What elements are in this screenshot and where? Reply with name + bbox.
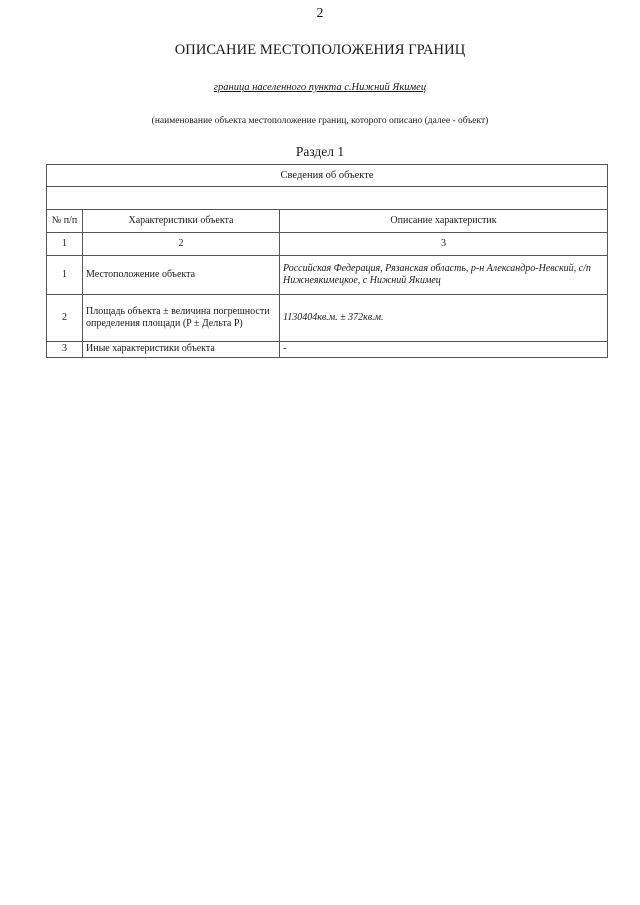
object-name (0, 82, 640, 93)
row-description: - (280, 342, 608, 358)
column-number-3: 3 (280, 233, 608, 256)
table-header-row (47, 165, 608, 187)
row-number: 1 (47, 256, 83, 295)
table-blank-row (47, 187, 608, 210)
table-blank-cell (47, 187, 608, 210)
column-number-1: 1 (47, 233, 83, 256)
object-name-text: граница населенного пункта с.Нижний Якимец (213, 82, 427, 93)
table-row (47, 256, 608, 295)
column-header-characteristic: Характеристики объекта (83, 210, 280, 233)
column-header-number: № п/п (47, 210, 83, 233)
row-number: 2 (47, 295, 83, 342)
row-number: 3 (47, 342, 83, 358)
row-description: 1130404кв.м. ± 372кв.м. (280, 295, 608, 342)
table-row (47, 295, 608, 342)
object-caption: (наименование объекта местоположение границ, которого описано (далее - объект) (151, 116, 489, 126)
document-title: ОПИСАНИЕ МЕСТОПОЛОЖЕНИЯ ГРАНИЦ (174, 42, 466, 58)
row-characteristic: Площадь объекта ± величина погрешности определения площади (P ± Дельта P) (83, 295, 280, 342)
object-info-table (46, 164, 608, 358)
section-title: Раздел 1 (295, 144, 345, 159)
page-number: 2 (316, 6, 324, 21)
table-header: Сведения об объекте (47, 165, 608, 187)
table-column-numbers (47, 233, 608, 256)
table-row (47, 342, 608, 358)
row-characteristic: Иные характеристики объекта (83, 342, 280, 358)
column-number-2: 2 (83, 233, 280, 256)
row-characteristic: Местоположение объекта (83, 256, 280, 295)
column-header-description: Описание характеристик (280, 210, 608, 233)
row-description: Российская Федерация, Рязанская область, р-н Александро-Невский, с/п Нижнеякимецкое, с Нижний Якимец (280, 256, 608, 295)
table-column-headers (47, 210, 608, 233)
